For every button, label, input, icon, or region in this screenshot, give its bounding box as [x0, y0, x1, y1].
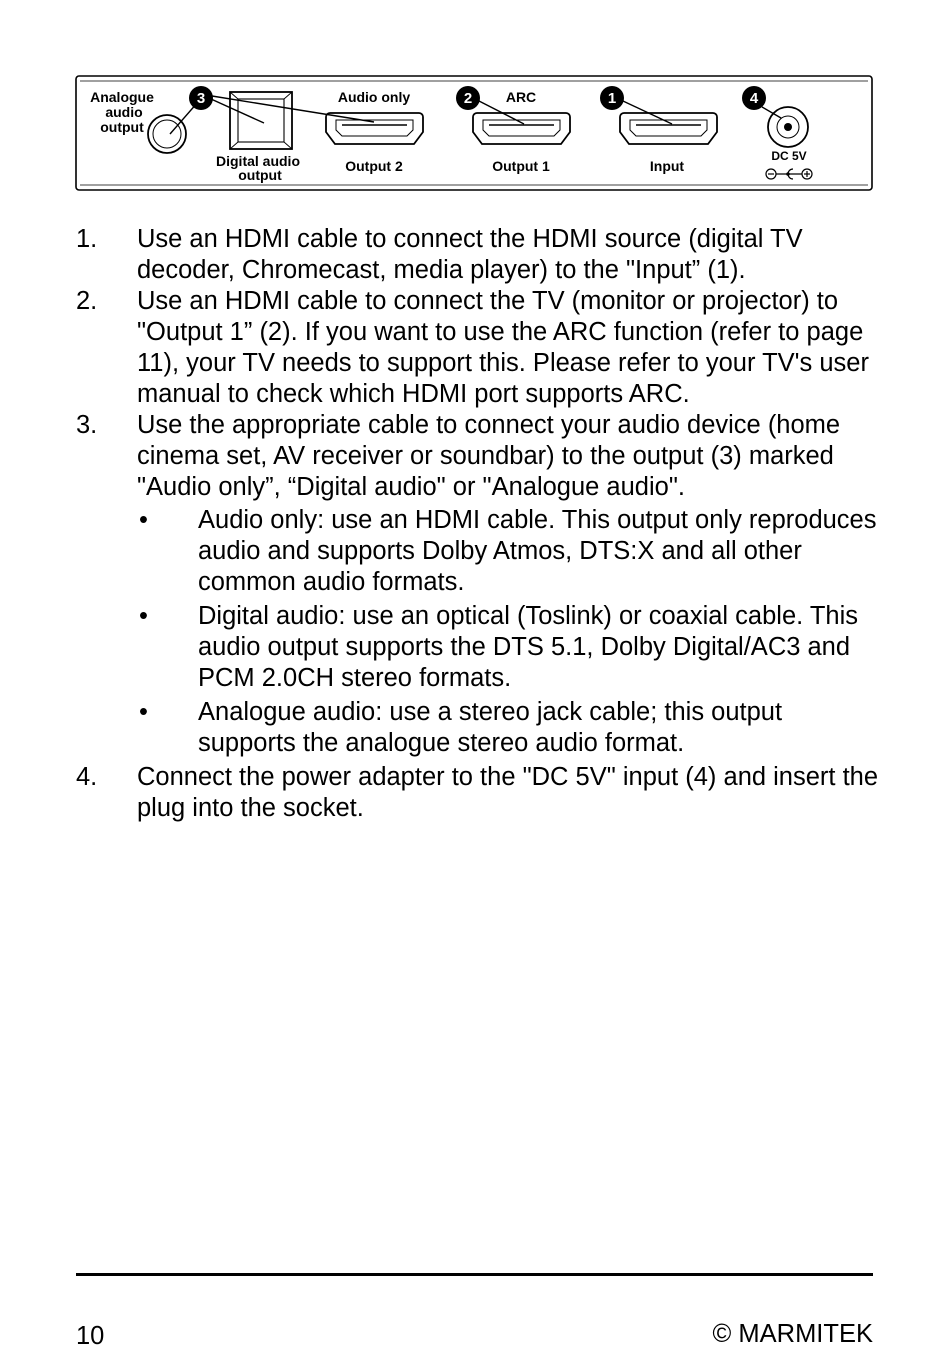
page-number: 10	[76, 1322, 105, 1350]
analogue-label-line3: output	[100, 119, 144, 135]
bullet-text: Audio only: use an HDMI cable. This output only reproduces audio and supports Dolby Atmos, DTS:X and all other common audio formats.	[198, 506, 877, 596]
dc-power-jack-icon	[768, 107, 808, 147]
step-2	[76, 286, 886, 410]
marker-1-icon	[600, 86, 624, 110]
analogue-label-line1: Analogue	[90, 89, 154, 105]
polarity-symbol-icon	[766, 169, 812, 179]
svg-text:2: 2	[463, 90, 473, 107]
bullet-audio-only	[137, 505, 886, 598]
output1-label: Output 1	[492, 158, 550, 174]
device-back-panel-diagram	[74, 72, 874, 194]
analogue-jack-icon	[148, 115, 186, 153]
bullet-mark: •	[139, 698, 148, 726]
svg-text:1: 1	[607, 90, 617, 107]
bullet-text: Analogue audio: use a stereo jack cable; this output supports the analogue stereo audio format.	[198, 698, 783, 757]
audio-output-options	[137, 505, 886, 759]
step-number: 3.	[76, 411, 98, 439]
input-label: Input	[649, 158, 685, 174]
step-4	[76, 762, 886, 824]
marker-3-icon	[189, 86, 213, 110]
bullet-text: Digital audio: use an optical (Toslink) or coaxial cable. This audio output supports the DTS 5.1, Dolby Digital/AC3 and PCM 2.0CH stereo formats.	[198, 602, 859, 692]
output2-label: Output 2	[345, 158, 403, 174]
step-text: Use an HDMI cable to connect the HDMI source (digital TV decoder, Chromecast, media player) to the "Input” (1).	[137, 225, 803, 284]
copyright-notice: © MARMITEK	[712, 1320, 873, 1348]
hdmi-input-port-icon	[620, 113, 717, 144]
bullet-mark: •	[139, 602, 148, 630]
marker-4-icon	[742, 86, 766, 110]
step-number: 2.	[76, 287, 98, 315]
instruction-steps	[76, 224, 886, 824]
step-number: 1.	[76, 225, 98, 253]
svg-text:3: 3	[196, 90, 206, 107]
step-text: Connect the power adapter to the "DC 5V" input (4) and insert the plug into the socket.	[137, 763, 879, 822]
footer-divider	[76, 1273, 873, 1276]
step-number: 4.	[76, 763, 98, 791]
step-1	[76, 224, 886, 286]
arc-label: ARC	[505, 89, 537, 105]
bullet-digital-audio	[137, 601, 886, 694]
step-3	[76, 410, 886, 759]
bullet-mark: •	[139, 506, 148, 534]
dc-label: DC 5V	[771, 149, 807, 163]
audio-only-label: Audio only	[337, 89, 411, 105]
hdmi-output1-port-icon	[473, 113, 570, 144]
step-text: Use an HDMI cable to connect the TV (monitor or projector) to "Output 1” (2). If you want to use the ARC function (refer to page 11), your TV needs to support this. Please refer to your TV's user manual to check which HDMI port supports ARC.	[137, 287, 869, 408]
bullet-analogue-audio	[137, 697, 886, 759]
hdmi-output2-port-icon	[326, 113, 423, 144]
marker-2-icon	[456, 86, 480, 110]
svg-text:4: 4	[749, 90, 759, 107]
digital-label-line2: output	[238, 167, 282, 183]
analogue-label-line2: audio	[105, 104, 143, 120]
digital-label-line1: Digital audio	[216, 153, 300, 169]
step-text: Use the appropriate cable to connect your audio device (home cinema set, AV receiver or soundbar) to the output (3) marked "Audio only”, “Digital audio" or "Analogue audio".	[137, 411, 841, 501]
